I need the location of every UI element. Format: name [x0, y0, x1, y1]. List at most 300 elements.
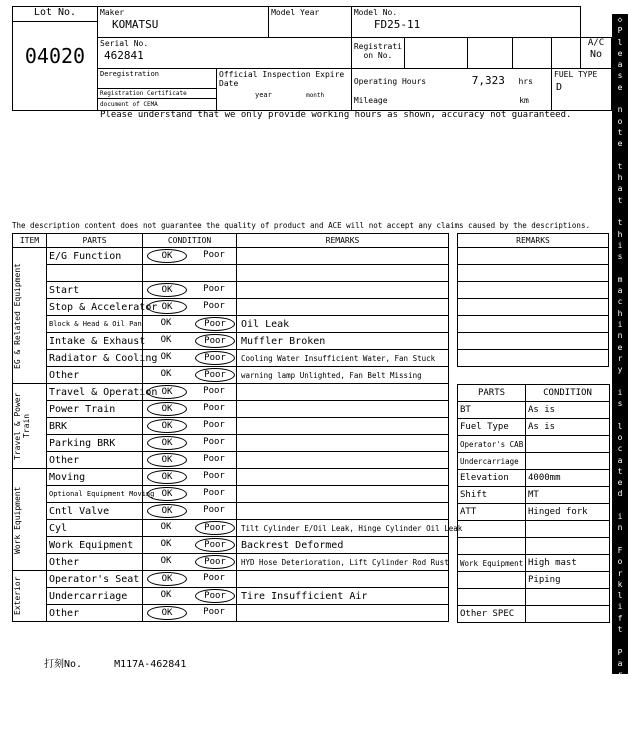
spec-row	[458, 606, 610, 623]
remark	[237, 435, 449, 452]
remark	[237, 418, 449, 435]
condition-row	[13, 316, 449, 333]
condition-row	[13, 384, 449, 401]
sidebar-char: h	[617, 308, 623, 318]
condition-row	[13, 503, 449, 520]
ok-option: OK	[160, 590, 172, 600]
ok-selected: OK	[147, 572, 187, 586]
part-name: Operator's Seat	[47, 571, 143, 588]
spec-part	[458, 521, 526, 538]
condition-cell	[143, 605, 237, 622]
part-name: Optional Equipment Moving	[47, 486, 143, 503]
reg-box-2	[468, 38, 513, 69]
ac-cell	[581, 38, 612, 69]
reg-cert-label: Registration Certificate	[98, 89, 216, 99]
remark: Cooling Water Insufficient Water, Fan Stuck	[237, 350, 449, 367]
year-label: year	[255, 91, 272, 99]
poor-selected: Poor	[195, 368, 235, 382]
sidebar-char: e	[617, 342, 623, 352]
sidebar-char: P	[617, 647, 623, 657]
fuel-value: D	[556, 82, 563, 93]
condition-cell	[143, 401, 237, 418]
ok-selected: OK	[147, 453, 187, 467]
remark	[237, 469, 449, 486]
sidebar-char: k	[617, 681, 623, 691]
condition-cell	[143, 486, 237, 503]
ok-selected: OK	[147, 470, 187, 484]
op-hours-value: 7,323	[471, 74, 505, 87]
ok-selected: OK	[147, 487, 187, 501]
spec-value	[526, 453, 610, 470]
stamp-no-value: M117A-462841	[114, 659, 187, 670]
ac-value: No	[589, 49, 603, 60]
category-cell	[13, 571, 47, 622]
reg-box-1	[405, 38, 468, 69]
condition-cell	[143, 588, 237, 605]
model-year-cell	[269, 7, 352, 38]
sidebar-char: i	[617, 512, 623, 522]
condition-cell	[143, 265, 237, 282]
sidebar-char: i	[617, 692, 623, 702]
sidebar-char: e	[617, 82, 623, 92]
part-name: Work Equipment	[47, 537, 143, 554]
ok-option: OK	[160, 556, 172, 566]
spec-part: ATT	[458, 504, 526, 521]
spec-row	[458, 419, 610, 436]
sidebar-char: n	[617, 523, 623, 533]
poor-selected: Poor	[195, 538, 235, 552]
spec-part: Work Equipment	[458, 555, 526, 572]
ok-selected: OK	[147, 436, 187, 450]
sidebar-char: l	[617, 37, 623, 47]
condition-cell	[143, 299, 237, 316]
category-label: Work Equipment	[13, 485, 22, 554]
ok-option: OK	[160, 318, 172, 328]
maker-cell	[98, 7, 269, 38]
condition-cell	[143, 418, 237, 435]
spec-part: Fuel Type	[458, 419, 526, 436]
condition-row	[13, 299, 449, 316]
stamp-no	[44, 655, 186, 670]
sidebar-char: ◇	[617, 15, 623, 24]
condition-cell	[143, 435, 237, 452]
sidebar-char	[612, 635, 628, 646]
poor-option: Poor	[203, 250, 225, 260]
remark	[237, 503, 449, 520]
sidebar-char: e	[617, 139, 623, 149]
right-remarks-header: REMARKS	[458, 234, 609, 248]
condition-row	[13, 537, 449, 554]
sidebar-char: i	[617, 602, 623, 612]
condition-cell	[143, 248, 237, 265]
condition-row	[13, 435, 449, 452]
cert-cell	[98, 88, 217, 110]
part-name: Power Train	[47, 401, 143, 418]
ok-selected: OK	[147, 283, 187, 297]
condition-cell	[143, 316, 237, 333]
part-name: Cntl Valve	[47, 503, 143, 520]
condition-row	[13, 367, 449, 384]
right-remark-row	[458, 299, 609, 316]
condition-cell	[143, 554, 237, 571]
poor-selected: Poor	[195, 351, 235, 365]
sidebar-char: n	[617, 704, 623, 714]
condition-cell	[143, 282, 237, 299]
right-remark-row	[458, 282, 609, 299]
spec-row	[458, 572, 610, 589]
lot-number: 04020	[24, 44, 86, 68]
registration-cell	[351, 38, 404, 69]
spec-part	[458, 572, 526, 589]
poor-option: Poor	[203, 437, 225, 447]
spec-row	[458, 589, 610, 606]
part-name	[47, 265, 143, 282]
remark	[237, 486, 449, 503]
model-year-label: Model Year	[271, 8, 320, 17]
part-name: Cyl	[47, 520, 143, 537]
registration-label: Registrati on No.	[353, 42, 402, 60]
spec-row	[458, 487, 610, 504]
condition-cell	[143, 384, 237, 401]
condition-cell	[143, 520, 237, 537]
condition-cell	[143, 469, 237, 486]
ac-label: A/C	[587, 38, 605, 48]
condition-cell	[143, 452, 237, 469]
poor-option: Poor	[203, 488, 225, 498]
sidebar-char: o	[617, 432, 623, 442]
spec-part: BT	[458, 402, 526, 419]
condition-row	[13, 588, 449, 605]
sidebar-char: n	[617, 105, 623, 115]
ok-selected: OK	[147, 385, 187, 399]
serial-value: 462841	[104, 49, 144, 62]
spec-value: 4000mm	[526, 470, 610, 487]
spec-part: Shift	[458, 487, 526, 504]
spec-value: MT	[526, 487, 610, 504]
model-no-value: FD25-11	[373, 18, 421, 31]
spec-row	[458, 436, 610, 453]
sidebar-char: l	[617, 591, 623, 601]
sidebar-char	[612, 376, 628, 387]
mileage-label: Mileage	[353, 96, 388, 105]
hrs-label: hrs	[518, 77, 533, 86]
poor-option: Poor	[203, 607, 225, 617]
location-sidebar	[612, 14, 628, 736]
sidebar-char: r	[617, 568, 623, 578]
sidebar-char: d	[617, 489, 623, 499]
poor-option: Poor	[203, 284, 225, 294]
right-remark-row	[458, 350, 609, 367]
part-name: Radiator & Cooling	[47, 350, 143, 367]
remark	[237, 452, 449, 469]
remark: Oil Leak	[237, 316, 449, 333]
condition-cell	[143, 571, 237, 588]
sidebar-char: a	[617, 60, 623, 70]
remarks-header: REMARKS	[237, 234, 449, 248]
condition-cell	[143, 333, 237, 350]
sidebar-char: P	[617, 26, 623, 36]
op-hours-label: Operating Hours	[353, 77, 427, 86]
sidebar-char: t	[617, 625, 623, 635]
remark	[237, 248, 449, 265]
remark	[237, 605, 449, 622]
poor-selected: Poor	[195, 317, 235, 331]
remark: Tilt Cylinder E/Oil Leak, Hinge Cylinder Oil Leak	[237, 520, 449, 537]
part-name: Other	[47, 452, 143, 469]
spec-row	[458, 555, 610, 572]
ok-selected: OK	[147, 606, 187, 620]
condition-row	[13, 333, 449, 350]
condition-row	[13, 265, 449, 282]
lot-cell	[13, 7, 98, 111]
sidebar-char: a	[617, 286, 623, 296]
sidebar-char	[612, 263, 628, 274]
part-name: Other	[47, 605, 143, 622]
spec-value	[526, 521, 610, 538]
remark	[237, 401, 449, 418]
condition-row	[13, 452, 449, 469]
serial-cell	[98, 38, 352, 69]
model-no-cell	[351, 7, 580, 38]
item-header: ITEM	[13, 234, 47, 248]
poor-option: Poor	[203, 505, 225, 515]
right-remark-row	[458, 333, 609, 350]
condition-row	[13, 571, 449, 588]
part-name: Undercarriage	[47, 588, 143, 605]
reg-box-3	[513, 38, 552, 69]
category-label: Exterior	[13, 576, 22, 616]
condition-table	[12, 233, 463, 622]
poor-option: Poor	[203, 386, 225, 396]
sidebar-char: i	[617, 387, 623, 397]
mileage-cell	[351, 88, 551, 110]
condition-row	[13, 282, 449, 299]
poor-option: Poor	[203, 573, 225, 583]
op-hours-cell	[351, 69, 551, 89]
category-cell	[13, 248, 47, 384]
remark	[237, 571, 449, 588]
condition-header: CONDITION	[143, 234, 237, 248]
ok-option: OK	[160, 539, 172, 549]
spec-part: Other SPEC	[458, 606, 526, 623]
sidebar-char	[612, 534, 628, 545]
ok-selected: OK	[147, 419, 187, 433]
condition-cell	[143, 537, 237, 554]
ok-selected: OK	[147, 300, 187, 314]
right-remarks-table	[457, 233, 609, 367]
condition-row	[13, 350, 449, 367]
remark: warning lamp Unlighted, Fan Belt Missing	[237, 367, 449, 384]
sidebar-char: n	[617, 331, 623, 341]
condition-cell	[143, 367, 237, 384]
right-remark-row	[458, 248, 609, 265]
poor-selected: Poor	[195, 334, 235, 348]
ok-selected: OK	[147, 249, 187, 263]
parts-header: PARTS	[47, 234, 143, 248]
poor-option: Poor	[203, 454, 225, 464]
part-name: Block & Head & Oil Pan	[47, 316, 143, 333]
category-cell	[13, 469, 47, 571]
spec-table	[457, 384, 610, 623]
sidebar-char: a	[617, 184, 623, 194]
remark	[237, 299, 449, 316]
condition-cell	[143, 503, 237, 520]
cema-label: document of CEMA	[100, 100, 158, 108]
spec-row	[458, 538, 610, 555]
poor-selected: Poor	[195, 521, 235, 535]
sidebar-char: t	[617, 195, 623, 205]
sidebar-char	[612, 150, 628, 161]
part-name: Start	[47, 282, 143, 299]
sidebar-char: e	[617, 48, 623, 58]
part-name: Travel & Operation	[47, 384, 143, 401]
remark	[237, 282, 449, 299]
ok-selected: OK	[147, 504, 187, 518]
sidebar-char: c	[617, 444, 623, 454]
sidebar-char: y	[617, 365, 623, 375]
sidebar-char: s	[617, 71, 623, 81]
poor-option: Poor	[203, 471, 225, 481]
right-remark-row	[458, 316, 609, 333]
deregistration-label: Deregistration	[100, 70, 160, 78]
sidebar-char	[612, 93, 628, 104]
condition-row	[13, 248, 449, 265]
sidebar-char: s	[617, 399, 623, 409]
disclaimer: The description content does not guarantee the quality of product and ACE will not accept any claims caused by the descriptions.	[12, 221, 590, 230]
spec-condition-header: CONDITION	[526, 385, 610, 402]
poor-selected: Poor	[195, 589, 235, 603]
sidebar-char: F	[617, 545, 623, 555]
remark	[237, 265, 449, 282]
header-table	[12, 6, 612, 111]
part-name: E/G Function	[47, 248, 143, 265]
accuracy-notice: Please understand that we only provide working hours as shown, accuracy not guaranteed.	[100, 110, 572, 120]
sidebar-char: r	[617, 353, 623, 363]
model-no-label: Model No.	[353, 8, 398, 17]
poor-option: Poor	[203, 301, 225, 311]
sidebar-char: t	[617, 161, 623, 171]
condition-row	[13, 520, 449, 537]
spec-row	[458, 470, 610, 487]
spec-row	[458, 504, 610, 521]
part-name: Other	[47, 367, 143, 384]
sidebar-char	[612, 206, 628, 217]
stamp-no-label: 打刻No.	[44, 659, 83, 670]
sidebar-char: m	[617, 274, 623, 284]
spec-value: As is	[526, 402, 610, 419]
sidebar-char: r	[617, 670, 623, 680]
condition-row	[13, 401, 449, 418]
month-label: month	[306, 92, 325, 99]
spec-value	[526, 606, 610, 623]
fuel-label: FUEL TYPE	[554, 70, 598, 79]
inspection-label: Official Inspection Expire Date	[219, 70, 345, 88]
remark: Backrest Deformed	[237, 537, 449, 554]
part-name: Moving	[47, 469, 143, 486]
sidebar-char: i	[617, 240, 623, 250]
condition-row	[13, 605, 449, 622]
spec-value: Piping	[526, 572, 610, 589]
sidebar-char: e	[617, 478, 623, 488]
condition-row	[13, 554, 449, 571]
sidebar-char	[612, 409, 628, 420]
sidebar-char: a	[617, 455, 623, 465]
part-name: BRK	[47, 418, 143, 435]
spec-part: Undercarriage	[458, 453, 526, 470]
category-label: Travel & Power Train	[13, 392, 31, 460]
spec-value: As is	[526, 419, 610, 436]
poor-selected: Poor	[195, 555, 235, 569]
sidebar-char: t	[617, 466, 623, 476]
ok-selected: OK	[147, 402, 187, 416]
condition-row	[13, 486, 449, 503]
km-label: km	[519, 96, 529, 105]
sidebar-char: a	[617, 658, 623, 668]
spec-parts-header: PARTS	[458, 385, 526, 402]
serial-label: Serial No.	[100, 39, 149, 48]
condition-row	[13, 469, 449, 486]
sidebar-char: t	[617, 218, 623, 228]
reg-box-4	[552, 38, 581, 69]
sidebar-char: o	[617, 116, 623, 126]
remark: Muffler Broken	[237, 333, 449, 350]
ok-option: OK	[160, 352, 172, 362]
spec-value: Hinged fork	[526, 504, 610, 521]
inspection-cell	[217, 69, 352, 111]
sidebar-char	[612, 500, 628, 511]
sidebar-char: i	[617, 320, 623, 330]
part-name: Other	[47, 554, 143, 571]
sidebar-char: c	[617, 297, 623, 307]
sidebar-char: o	[617, 557, 623, 567]
spec-part	[458, 589, 526, 606]
spec-row	[458, 521, 610, 538]
sidebar-char: t	[617, 127, 623, 137]
category-cell	[13, 384, 47, 469]
spec-row	[458, 453, 610, 470]
remark	[237, 384, 449, 401]
category-label: EG & Related Equipment	[13, 262, 22, 369]
remark: Tire Insufficient Air	[237, 588, 449, 605]
spec-part: Elevation	[458, 470, 526, 487]
spec-value	[526, 589, 610, 606]
spec-value: High mast	[526, 555, 610, 572]
maker-label: Maker	[100, 8, 125, 17]
sidebar-char: ◇	[617, 726, 623, 736]
part-name: Parking BRK	[47, 435, 143, 452]
spec-part	[458, 538, 526, 555]
sidebar-char: k	[617, 579, 623, 589]
condition-cell	[143, 350, 237, 367]
sidebar-char: s	[617, 252, 623, 262]
sidebar-char: l	[617, 421, 623, 431]
condition-row	[13, 418, 449, 435]
poor-option: Poor	[203, 420, 225, 430]
spec-value	[526, 538, 610, 555]
ok-option: OK	[160, 369, 172, 379]
right-remark-row	[458, 265, 609, 282]
sidebar-char: h	[617, 173, 623, 183]
ok-option: OK	[160, 335, 172, 345]
remark: HYD Hose Deterioration, Lift Cylinder Rod Rust	[237, 554, 449, 571]
spec-part: Operator's CAB	[458, 436, 526, 453]
sidebar-char: g	[617, 715, 623, 725]
lot-label: Lot No.	[13, 7, 97, 22]
spec-row	[458, 402, 610, 419]
poor-option: Poor	[203, 403, 225, 413]
sidebar-char: f	[617, 613, 623, 623]
sidebar-char: h	[617, 229, 623, 239]
